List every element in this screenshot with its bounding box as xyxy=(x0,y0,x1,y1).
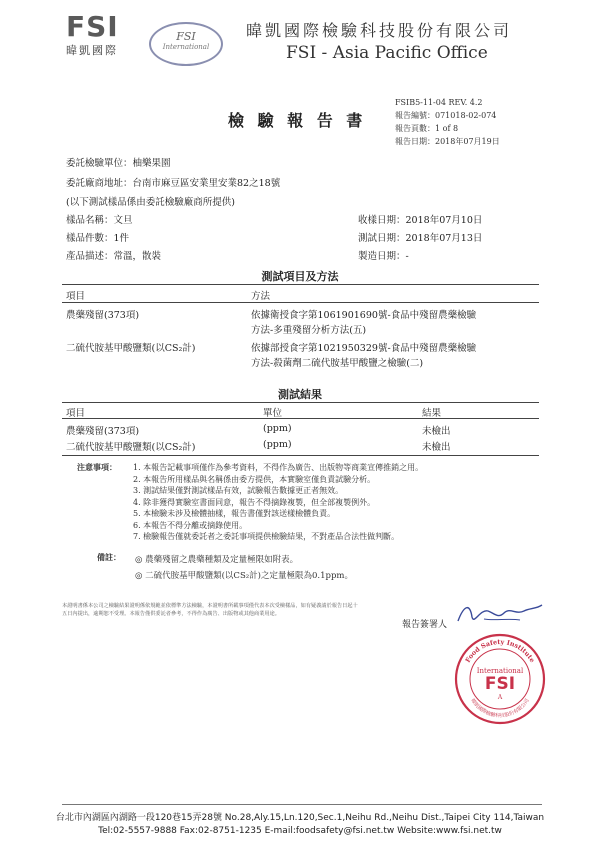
fsi-logo-subtitle: 暐凱國際 xyxy=(66,44,118,57)
note-item: 5. 本檢驗未涉及檢體抽樣，報告書僅對該送樣檢體負責。 xyxy=(133,509,336,518)
results-row-1-item: 農藥殘留(373項) xyxy=(66,426,140,437)
test-date-label: 測試日期： xyxy=(358,233,406,244)
results-row-1-unit: (ppm) xyxy=(263,423,292,434)
oval-logo-subtext: International xyxy=(162,43,210,51)
test-date: 2018年07月13日 xyxy=(405,233,483,244)
methods-row-1-method-line1: 依據衛授食字第1061901690號-食品中殘留農藥檢驗 xyxy=(251,310,477,321)
results-section-title: 測試結果 xyxy=(278,388,322,401)
sample-count-row xyxy=(66,230,129,244)
manufacture-date-label: 製造日期： xyxy=(358,251,406,262)
product-desc: 常溫，散裝 xyxy=(113,251,162,262)
methods-top-rule xyxy=(62,284,539,285)
received-date-row xyxy=(358,212,482,226)
fsi-logo xyxy=(66,12,128,58)
sample-name: 文旦 xyxy=(113,215,133,226)
stamp-letter: A xyxy=(497,694,503,701)
company-name-chinese: 暐凱國際檢驗科技股份有限公司 xyxy=(246,21,513,40)
report-title: 檢 驗 報 告 書 xyxy=(228,111,367,130)
footer-address: 台北市內湖區內湖路一段120巷15弄28號 No.28,Aly.15,Ln.120,Sec.1,Neihu Rd.,Neihu Dist.,Taipei City 114,Taiwan xyxy=(55,813,545,823)
sample-name-row xyxy=(66,212,133,226)
international-oval-logo xyxy=(149,22,223,66)
methods-col-item: 項目 xyxy=(66,291,86,302)
methods-section-title: 測試項目及方法 xyxy=(261,270,339,283)
note-item: 1. 本報告記載事項僅作為參考資料，不得作為廣告、出版物等商業宣傳推銷之用。 xyxy=(133,463,424,472)
methods-header-rule xyxy=(62,302,539,303)
test-date-row xyxy=(358,230,482,244)
sample-source-note: (以下測試樣品係由委託檢驗廠商所提供) xyxy=(66,197,235,208)
results-col-item: 項目 xyxy=(66,408,86,419)
results-row-2-unit: (ppm) xyxy=(263,439,292,450)
stamp-middle-text: International xyxy=(476,667,524,675)
results-header-rule xyxy=(62,418,539,419)
report-number: 071018-02-074 xyxy=(435,111,497,120)
report-pages-label: 報告頁數： xyxy=(395,124,435,133)
results-top-rule xyxy=(62,402,539,403)
manufacture-date: - xyxy=(405,251,409,262)
notes-list xyxy=(133,462,423,543)
product-desc-row xyxy=(66,248,161,262)
report-meta xyxy=(395,96,500,148)
methods-col-method: 方法 xyxy=(251,291,271,302)
methods-row-2-item: 二硫代胺基甲酸鹽類(以CS₂計) xyxy=(66,343,196,354)
manufacture-date-row xyxy=(358,248,409,262)
stamp-mark: FSI xyxy=(484,674,516,694)
client-unit: 柚樂果園 xyxy=(132,158,171,169)
note-item: 6. 本報告不得分離或摘錄使用。 xyxy=(133,520,248,530)
methods-row-1-item: 農藥殘留(373項) xyxy=(66,310,140,321)
fsi-logo-mark: FSI xyxy=(66,10,119,43)
results-col-result: 結果 xyxy=(422,408,442,419)
methods-row-2-method-line1: 依據部授食字第1021950329號-食品中殘留農藥檢驗 xyxy=(251,343,477,354)
sample-count-label: 樣品件數： xyxy=(66,233,114,244)
report-date-label: 報告日期： xyxy=(395,137,435,146)
remarks-label: 備註： xyxy=(97,552,121,562)
client-unit-row xyxy=(66,155,171,169)
client-address-label: 委託廠商地址： xyxy=(66,178,133,189)
fine-print-disclaimer: 本證明書係本公司之檢驗結果證明係依規範並依標準方法檢驗，本證明書所載事項僅代表本次受檢樣品，如有疑義請於報告日起十五日內提出，逾期恕不受理。本報告僅供委託者參考，不得作為廣告、出版物或其他商業用途。 xyxy=(62,603,358,617)
client-address: 台南市麻豆區安業里安業82之18號 xyxy=(132,178,281,189)
signature-mark xyxy=(454,599,544,629)
methods-row-1-method-line2: 方法-多重殘留分析方法(五) xyxy=(251,325,367,336)
results-col-unit: 單位 xyxy=(263,408,283,419)
received-date-label: 收樣日期： xyxy=(358,215,406,226)
sample-name-label: 樣品名稱： xyxy=(66,215,114,226)
company-name-english: FSI - Asia Pacific Office xyxy=(286,43,488,63)
oval-logo-text: FSI xyxy=(176,30,196,43)
report-number-label: 報告編號： xyxy=(395,111,435,120)
results-row-2-item: 二硫代胺基甲酸鹽類(以CS₂計) xyxy=(66,442,196,453)
report-pages: 1 of 8 xyxy=(435,124,459,133)
results-bottom-rule xyxy=(62,455,539,456)
remark-item: ◎ 農藥殘留之農藥種類及定量極限如附表。 xyxy=(135,555,299,565)
remarks-list xyxy=(135,552,353,584)
certification-stamp xyxy=(453,632,547,726)
client-address-row xyxy=(66,175,280,189)
product-desc-label: 產品描述： xyxy=(66,251,114,262)
footer-rule xyxy=(62,804,542,805)
report-date: 2018年07月19日 xyxy=(435,137,500,146)
footer-contact: Tel:02-5557-9888 Fax:02-8751-1235 E-mail:foodsafety@fsi.net.tw Website:www.fsi.net.tw xyxy=(98,826,502,836)
note-item: 3. 測試結果僅對測試樣品有效，試驗報告數據更正者無效。 xyxy=(133,486,344,495)
results-row-2-result: 未檢出 xyxy=(422,442,451,453)
stamp-bottom-text: 暐凱國際檢驗科技股份有限公司 xyxy=(469,697,531,720)
note-item: 7. 檢驗報告僅就委託者之委託事項提供檢驗結果，不對產品合法性做判斷。 xyxy=(133,532,400,541)
notes-label: 注意事項： xyxy=(77,462,117,472)
stamp-top-text: Food Safety Institute xyxy=(463,637,537,664)
received-date: 2018年07月10日 xyxy=(405,215,483,226)
methods-row-2-method-line2: 方法-殺菌劑二硫代胺基甲酸鹽之檢驗(二) xyxy=(251,358,424,369)
note-item: 4. 除非獲得實驗室書面同意，報告不得摘錄複製，但全部複製例外。 xyxy=(133,497,376,507)
note-item: 2. 本報告所用樣品與名稱係由委方提供，本實驗室僅負責試驗分析。 xyxy=(133,474,376,484)
signer-label: 報告簽署人 xyxy=(402,620,448,630)
sample-count: 1件 xyxy=(113,233,130,244)
results-row-1-result: 未檢出 xyxy=(422,426,451,437)
client-unit-label: 委託檢驗單位： xyxy=(66,158,133,169)
form-number: FSIB5-11-04 REV. 4.2 xyxy=(395,98,483,107)
remark-item: ◎ 二硫代胺基甲酸鹽類(以CS₂計)之定量極限為0.1ppm。 xyxy=(135,571,353,581)
